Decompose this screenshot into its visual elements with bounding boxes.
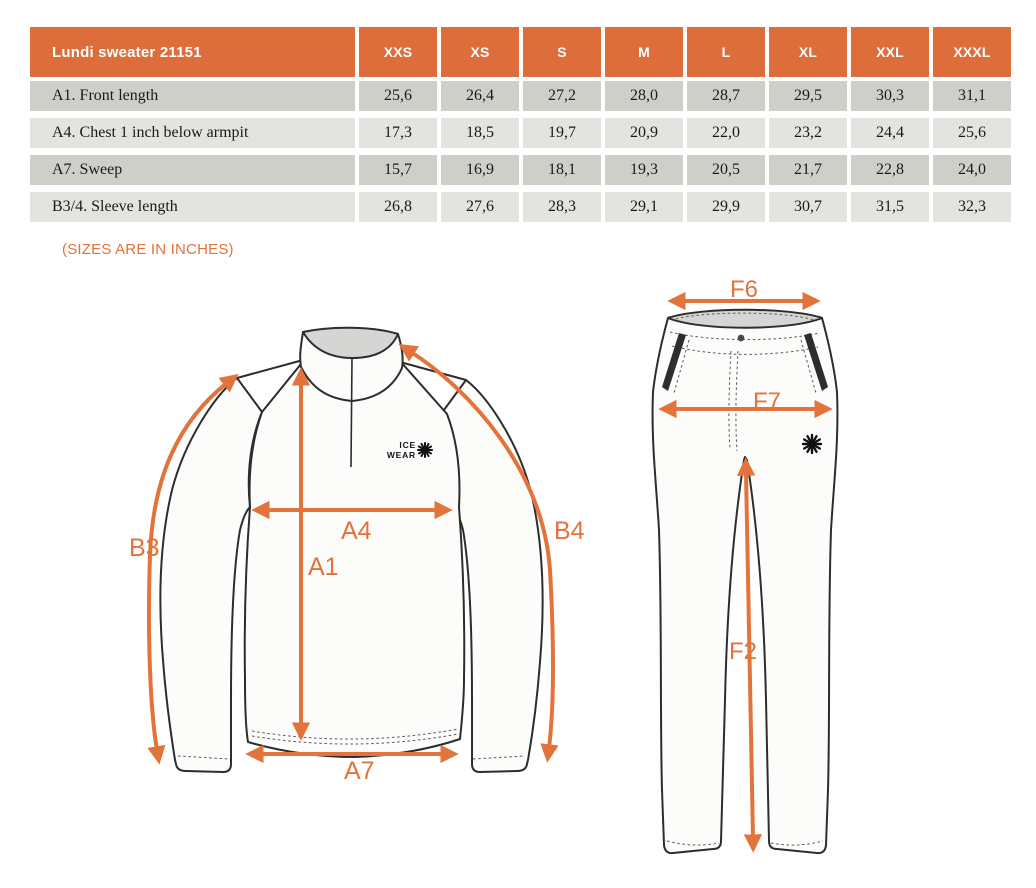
f6-label: F6	[730, 276, 759, 303]
row-label: A4. Chest 1 inch below armpit	[30, 118, 355, 148]
value-cell: 18,5	[441, 118, 519, 148]
value-cell: 22,0	[687, 118, 765, 148]
value-cell: 31,5	[851, 192, 929, 222]
a7-label: A7	[344, 757, 375, 785]
row-label: A1. Front length	[30, 81, 355, 111]
row-label: B3/4. Sleeve length	[30, 192, 355, 222]
size-header-s: S	[523, 27, 601, 77]
row-label: A7. Sweep	[30, 155, 355, 185]
size-header-xxxl: XXXL	[933, 27, 1011, 77]
value-cell: 22,8	[851, 155, 929, 185]
value-cell: 32,3	[933, 192, 1011, 222]
value-cell: 18,1	[523, 155, 601, 185]
value-cell: 26,4	[441, 81, 519, 111]
value-cell: 30,3	[851, 81, 929, 111]
value-cell: 23,2	[769, 118, 847, 148]
a4-label: A4	[341, 517, 372, 545]
value-cell: 27,6	[441, 192, 519, 222]
size-header-xl: XL	[769, 27, 847, 77]
icewear-logo	[376, 440, 416, 460]
size-header-m: M	[605, 27, 683, 77]
b4-label: B4	[554, 517, 585, 545]
value-cell: 28,7	[687, 81, 765, 111]
value-cell: 29,9	[687, 192, 765, 222]
waist-button	[738, 335, 745, 342]
value-cell: 31,1	[933, 81, 1011, 111]
logo-line1: ICE	[399, 440, 416, 450]
value-cell: 24,0	[933, 155, 1011, 185]
value-cell: 17,3	[359, 118, 437, 148]
pants-waist-inside	[668, 310, 822, 328]
zipper-line	[351, 358, 352, 467]
pants-drawing	[653, 301, 838, 853]
table-title: Lundi sweater 21151	[30, 27, 355, 77]
size-header-xs: XS	[441, 27, 519, 77]
size-header-l: L	[687, 27, 765, 77]
value-cell: 30,7	[769, 192, 847, 222]
value-cell: 21,7	[769, 155, 847, 185]
value-cell: 28,3	[523, 192, 601, 222]
f7-label: F7	[753, 388, 782, 415]
sizes-note: (SIZES ARE IN INCHES)	[62, 241, 234, 258]
value-cell: 25,6	[359, 81, 437, 111]
value-cell: 16,9	[441, 155, 519, 185]
pants-body	[653, 311, 838, 854]
value-cell: 19,7	[523, 118, 601, 148]
value-cell: 26,8	[359, 192, 437, 222]
b3-label: B3	[129, 534, 160, 562]
value-cell: 24,4	[851, 118, 929, 148]
value-cell: 19,3	[605, 155, 683, 185]
a1-label: A1	[308, 553, 339, 581]
value-cell: 28,0	[605, 81, 683, 111]
sweater-drawing	[149, 328, 553, 772]
value-cell: 29,5	[769, 81, 847, 111]
value-cell: 20,5	[687, 155, 765, 185]
value-cell: 25,6	[933, 118, 1011, 148]
f2-label: F2	[729, 638, 758, 665]
size-header-xxl: XXL	[851, 27, 929, 77]
value-cell: 29,1	[605, 192, 683, 222]
value-cell: 20,9	[605, 118, 683, 148]
logo-line2: WEAR	[386, 450, 416, 460]
sweater-body	[245, 355, 465, 757]
size-header-xxs: XXS	[359, 27, 437, 77]
value-cell: 15,7	[359, 155, 437, 185]
value-cell: 27,2	[523, 81, 601, 111]
